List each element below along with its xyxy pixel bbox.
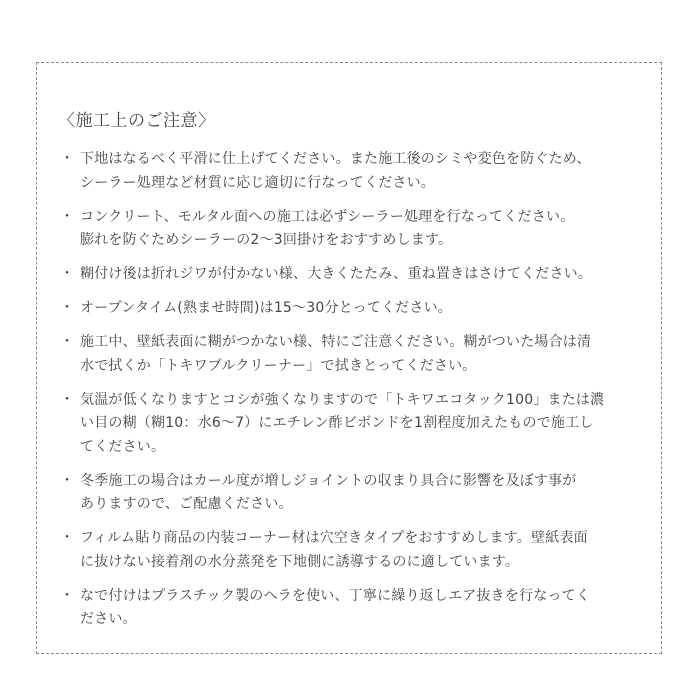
notice-item-text: に抜けない接着剤の水分蒸発を下地側に誘導するのに適しています。	[80, 553, 520, 570]
notice-item-text: ありますので、ご配慮ください。	[80, 496, 293, 512]
notice-item-text: てください。	[80, 438, 166, 455]
bullet-mark: ・	[60, 266, 75, 282]
notice-item-text: 気温が低くなりますとコシが強くなりますので「トキワエコタック100」または濃	[80, 391, 605, 408]
notice-item-text: 下地はなるべく平滑に仕上げてください。また施工後のシミや変色を防ぐため、	[80, 151, 591, 167]
bullet-mark: ・	[60, 334, 75, 350]
notice-item	[58, 389, 648, 460]
notice-item-text: オープンタイム(熟ませ時間)は15～30分とってください。	[80, 300, 452, 316]
notice-heading: 〈施工上のご注意〉	[58, 111, 216, 131]
notice-item	[58, 585, 648, 632]
notice-item-text: 冬季施工の場合はカール度が増しジョイントの収まり具合に影響を及ぼす事が	[80, 472, 577, 489]
bullet-mark: ・	[60, 151, 75, 167]
notice-item-text: い目の糊（糊10：水6～7）にエチレン酢ビボンドを1割程度加えたもので施工し	[80, 415, 594, 431]
notice-item-text: なで付けはプラスチック製のヘラを使い、丁寧に繰り返しエア抜きを行なってく	[80, 587, 591, 604]
bullet-mark: ・	[60, 587, 75, 604]
bullet-mark: ・	[60, 530, 75, 546]
notice-item-text: ださい。	[80, 611, 137, 627]
notice-list	[58, 148, 648, 642]
notice-item	[58, 148, 648, 195]
bullet-mark: ・	[60, 208, 75, 225]
notice-item-text: 糊付け後は折れジワが付かない様、大きくたたみ、重ね置きはさけてください。	[80, 266, 593, 282]
notice-item	[58, 206, 648, 253]
bullet-mark: ・	[60, 391, 75, 408]
notice-item-text: 水で拭くか「トキワブルクリーナー」で拭きとってください。	[80, 357, 477, 374]
notice-item	[58, 297, 648, 321]
bullet-mark: ・	[60, 300, 75, 316]
notice-item	[58, 470, 648, 517]
notice-item-text: フィルム貼り商品の内装コーナー材は穴空きタイプをおすすめします。壁紙表面	[80, 530, 588, 546]
notice-item-text: 膨れを防ぐためシーラーの2～3回掛けをおすすめします。	[80, 232, 453, 248]
notice-item	[58, 527, 648, 574]
notice-item	[58, 331, 648, 378]
notice-item-text: 施工中、壁紙表面に糊がつかない様、特にご注意ください。糊がついた場合は清	[80, 334, 592, 350]
bullet-mark: ・	[60, 472, 75, 489]
notice-item-text: コンクリート、モルタル面への施工は必ずシーラー処理を行なってください。	[80, 208, 575, 225]
notice-item	[58, 263, 648, 287]
notice-item-text: シーラー処理など材質に応じ適切に行なってください。	[80, 174, 435, 191]
